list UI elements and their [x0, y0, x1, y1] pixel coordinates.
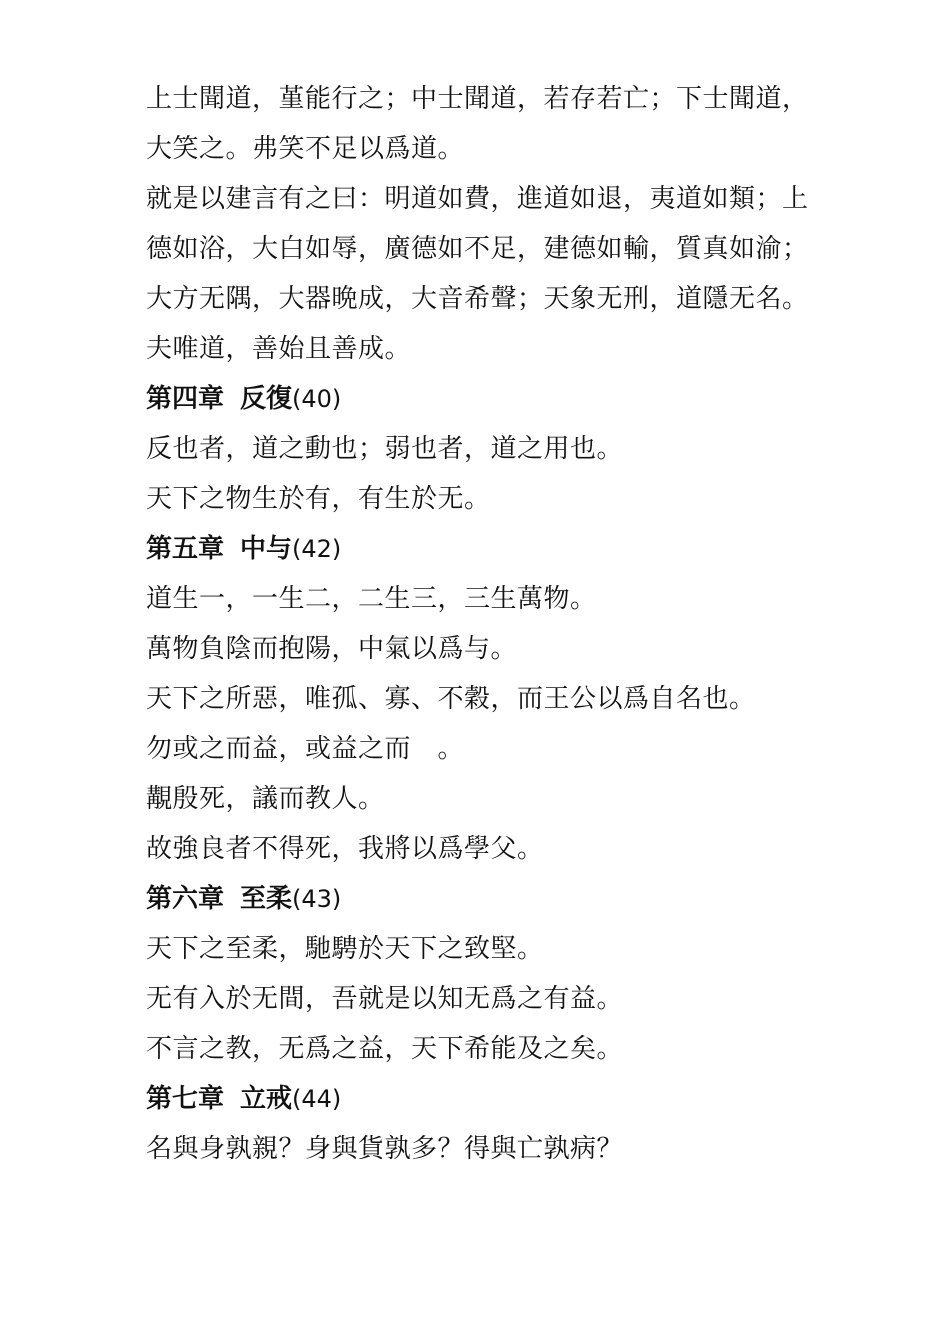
text-line: 德如浴，大白如辱，廣德如不足，建德如輸，質真如渝；: [146, 234, 809, 264]
chapter-number: (42): [292, 535, 342, 563]
chapter-title: 中与: [240, 534, 293, 564]
text-line: 覯殷死，議而教人。: [146, 784, 385, 814]
chapter-number: (40): [292, 385, 342, 413]
chapter-section: [146, 524, 846, 874]
chapter-section: [146, 374, 846, 524]
text-line: 故強良者不得死，我將以爲學父。: [146, 834, 544, 864]
chapter-title: 立戒: [240, 1084, 293, 1114]
chapter-section: [146, 1074, 846, 1174]
chapter-number: (43): [292, 885, 342, 913]
chapter-heading: [146, 1074, 846, 1124]
chapter-title: 至柔: [240, 884, 293, 914]
text-line: 大笑之。弗笑不足以爲道。: [146, 134, 465, 164]
text-line: 天下之所惡，唯孤、寡、不穀，而王公以爲自名也。: [146, 684, 756, 714]
text-line: 无有入於无間，吾就是以知无爲之有益。: [146, 984, 624, 1014]
text-line: 大方无隅，大器晩成，大音希聲；天象无刑，道隱无名。: [146, 284, 809, 314]
text-section: [146, 74, 846, 374]
text-line: 天下之物生於有，有生於无。: [146, 484, 491, 514]
text-line: 夫唯道，善始且善成。: [146, 334, 412, 364]
chapter-label: 第四章: [146, 384, 225, 414]
chapter-heading: [146, 374, 846, 424]
chapter-number: (44): [292, 1085, 342, 1113]
text-line: 天下之至柔，馳騁於天下之致堅。: [146, 934, 544, 964]
chapter-heading: [146, 524, 846, 574]
text-line: 萬物負陰而抱陽，中氣以爲与。: [146, 634, 518, 664]
chapter-title: 反復: [240, 384, 293, 414]
text-line: 上士聞道，堇能行之；中士聞道，若存若亡；下士聞道，: [146, 84, 809, 114]
text-line: 道生一，一生二，二生三，三生萬物。: [146, 584, 597, 614]
chapter-label: 第六章: [146, 884, 225, 914]
text-line: 名與身孰親？身與貨孰多？得與亡孰病？: [146, 1134, 624, 1164]
document-page: [146, 74, 846, 1174]
chapter-label: 第五章: [146, 534, 225, 564]
chapter-label: 第七章: [146, 1084, 225, 1114]
text-line: 就是以建言有之曰：明道如費，進道如退，夷道如類；上: [146, 184, 809, 214]
text-line: 反也者，道之動也；弱也者，道之用也。: [146, 434, 624, 464]
chapter-heading: [146, 874, 846, 924]
chapter-section: [146, 874, 846, 1074]
text-line: 勿或之而益，或益之而 。: [146, 734, 465, 764]
text-line: 不言之教，无爲之益，天下希能及之矣。: [146, 1034, 624, 1064]
